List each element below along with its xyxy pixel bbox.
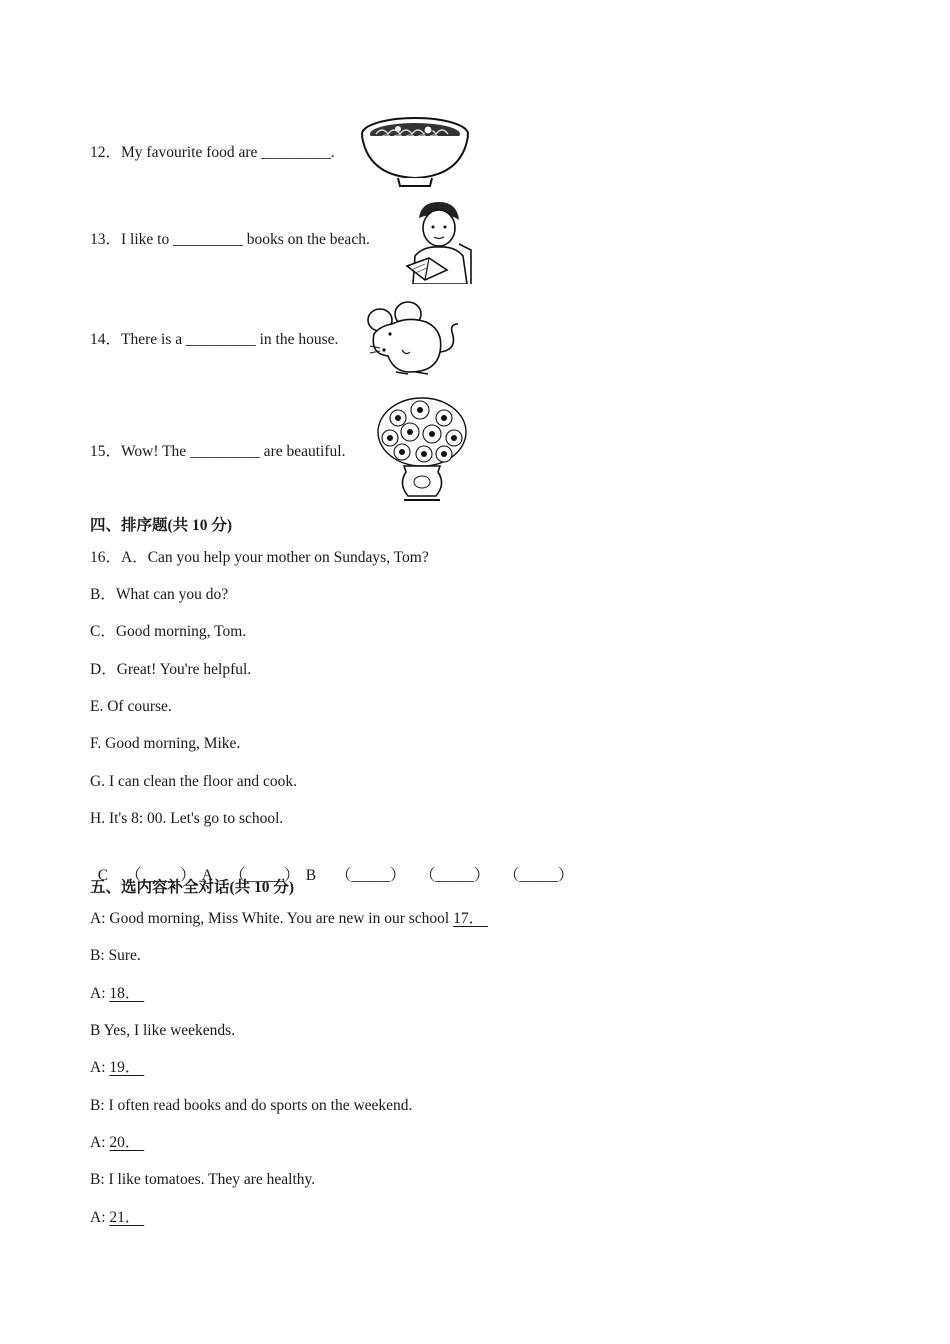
dialog-text: A: [90,985,110,1002]
dialog-line [90,909,488,929]
reorder-item-a: 16．A．Can you help your mother on Sundays, Tom? [90,549,429,566]
reorder-item-g: G. I can clean the floor and cook. [90,773,298,790]
reorder-item-c: C．Good morning, Tom. [90,623,247,640]
reorder-item-d: D．Great! You're helpful. [90,661,252,678]
dialog-text: A: [90,1209,110,1226]
dialog-text: A: [90,1059,110,1076]
section-4-title: 四、排序题(共 10 分) [90,517,233,534]
order-slot-4[interactable]: （_____） [229,867,300,884]
dialog-text: B: I often read books and do sports on the weekend. [90,1097,413,1114]
reorder-item-h: H. It's 8: 00. Let's go to school. [90,810,284,827]
order-slot-1: C [97,867,109,884]
reorder-item-e: E. Of course. [90,698,172,715]
dialog-line [90,1170,315,1190]
boy-reading-icon [403,200,473,284]
order-slot-8[interactable]: （_____） [503,867,574,884]
dialog-line [90,1058,144,1078]
dialog-text: B: Sure. [90,947,141,964]
dialog-line [90,1096,412,1116]
blank-21[interactable]: 21． [109,1209,141,1226]
question-13: 13．I like to _________ books on the beach. [90,231,370,248]
dialog-text: B Yes, I like weekends. [90,1022,236,1039]
dialog-text: B: I like tomatoes. They are healthy. [90,1171,316,1188]
noodle-bowl-icon [358,114,472,190]
dialog-line [90,984,144,1004]
dialog-line [90,1208,144,1228]
flowers-in-vase-icon [374,396,470,506]
blank-18[interactable]: 18． [109,985,141,1002]
blank-20[interactable]: 20． [109,1134,141,1151]
dialog-line [90,1021,235,1041]
dialog-text: A: [90,1134,110,1151]
question-15: 15．Wow! The _________ are beautiful. [90,443,346,460]
reorder-item-f: F. Good morning, Mike. [90,735,241,752]
dialog-text: A: Good morning, Miss White. You are new in our school [90,910,454,927]
dialog-line [90,946,141,966]
question-14: 14．There is a _________ in the house. [90,331,339,348]
order-slot-6[interactable]: （_____） [335,867,406,884]
reorder-item-b: B．What can you do? [90,586,229,603]
blank-17[interactable]: 17． [453,910,485,927]
blank-19[interactable]: 19． [109,1059,141,1076]
dialog-line [90,1133,144,1153]
section-5-title: 五、选内容补全对话(共 10 分) [90,879,295,896]
order-slot-2[interactable]: （_____） [125,867,196,884]
question-12: 12．My favourite food are _________. [90,144,335,161]
order-slot-3: A [201,867,213,884]
order-slot-7[interactable]: （_____） [419,867,490,884]
mouse-icon [366,300,466,376]
order-slot-5: B [305,867,317,884]
